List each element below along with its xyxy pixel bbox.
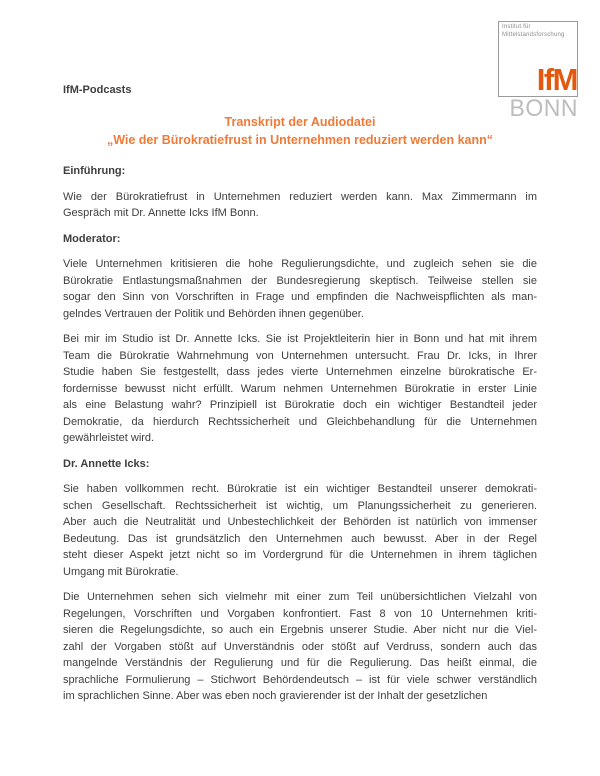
- title-line-1: Transkript der Audiodatei: [224, 115, 376, 129]
- ifm-bonn-logo: [498, 20, 578, 122]
- text-line: sieren die Regelungsdichte, so auch ein Ergebnis unserer Studie. Aber nicht nur die Viel-: [63, 624, 537, 636]
- logo-institute-line1: Institut für: [502, 24, 531, 30]
- text-line: Bürokratie Entlastungsmaßnahmen der Bundesregierung skeptisch. Teilweise stellen sie: [63, 274, 537, 287]
- section-heading: Einführung:: [63, 165, 126, 177]
- text-line: sogar den Sinn von Vorschriften in Frage und empfinden die Nachweispflichten als man-: [63, 291, 537, 303]
- paragraph: [63, 331, 537, 447]
- text-line: Sie haben vollkommen recht. Bürokratie ist ein wichtiger Bestandteil unserer demokrati-: [63, 483, 537, 495]
- text-line: gelndes Vertrauen der Politik und Behörden ihnen gegenüber.: [63, 307, 364, 320]
- paragraph: [63, 589, 537, 705]
- section-heading: Dr. Annette Icks:: [63, 457, 150, 470]
- text-line: sprachliche Formulierung – Stichwort Behördendeutsch – ist für viele schwer verständlich: [63, 673, 537, 686]
- section-heading: Moderator:: [63, 232, 121, 245]
- text-line: fordernisse bewusst nicht erfüllt. Warum nehmen Unternehmen Bürokratie in erster Linie: [63, 382, 537, 395]
- transcript-sections: [63, 163, 537, 705]
- text-line: Viele Unternehmen kritisieren die hohe Regulierungsdichte, und zugleich sehen sie die: [63, 258, 537, 270]
- text-line: Bei mir im Studio ist Dr. Annette Icks. Sie ist Projektleiterin hier in Bonn und hat mit ihrem: [63, 333, 537, 345]
- title-line-2: „Wie der Bürokratiefrust in Unternehmen reduziert werden kann“: [106, 133, 494, 147]
- text-line: Regelungen, Vorschriften und Vorgaben konfrontiert. Fast 8 von 10 Unternehmen kriti-: [63, 607, 537, 620]
- text-line: zahl der Vorgaben stößt auf Unverständnis oder stößt auf Verdruss, sondern auch das: [63, 640, 537, 653]
- logo-acronym: IfM: [536, 62, 577, 97]
- text-line: Studie haben Sie festgestellt, dass jedes vierte Unternehmen einzelne bürokratische Er-: [63, 366, 537, 378]
- logo-institute-line2: Mittelstandsforschung: [502, 31, 565, 38]
- text-line: als eine Belastung wahr? Prinzipiell ist Bürokratie doch ein wichtiger Bestandteil jeder: [63, 399, 537, 411]
- text-line: Gespräch mit Dr. Annette Icks IfM Bonn.: [63, 207, 259, 219]
- text-line: Wie der Bürokratiefrust in Unternehmen reduziert werden kann. Max Zimmermann im: [63, 190, 537, 203]
- text-line: Aber auch die Neutralität und Unbestechlichkeit der Behörden ist natürlich von immenser: [63, 516, 537, 528]
- paragraph: [63, 189, 537, 222]
- logo-institute-text: [502, 24, 565, 39]
- text-line: mangelnde Verständnis der Regulierung und für die Regulierung. Das heißt einmal, die: [63, 657, 537, 669]
- doc-label: IfM-Podcasts: [63, 84, 132, 96]
- text-line: Team die Bürokratie Wahrnehmung von Unternehmen untersucht. Frau Dr. Icks, in Ihrer: [63, 349, 537, 362]
- text-line: steht dieser Aspekt jetzt nicht so im Vordergrund für die Unternehmen in ihrem täglichen: [63, 549, 537, 561]
- text-line: gewährleistet wird.: [63, 432, 155, 444]
- paragraph: [63, 256, 537, 322]
- page-title: [63, 113, 537, 149]
- paragraph: [63, 481, 537, 580]
- text-line: Die Unternehmen sehen sich vielmehr mit einer zum Teil unübersichtlichen Vielzahl von: [63, 591, 537, 603]
- text-line: Bedeutung. Das ist grundsätzlich den Unternehmen auch bewusst. Aber in der Regel: [63, 532, 537, 545]
- logo-city: BONN: [509, 93, 578, 122]
- text-line: Umgang mit Bürokratie.: [63, 565, 179, 578]
- text-line: schen Gesellschaft. Rechtssicherheit ist wichtig, um Planungssicherheit zu generieren.: [63, 499, 537, 512]
- text-line: im sprachlichen Sinne. Aber was eben noch gravierender ist der Inhalt der gesetzlichen: [63, 690, 488, 702]
- text-line: Demokratie, da hierdurch Rechtssicherheit und Gleichbehandlung für die Unternehmen: [63, 415, 537, 428]
